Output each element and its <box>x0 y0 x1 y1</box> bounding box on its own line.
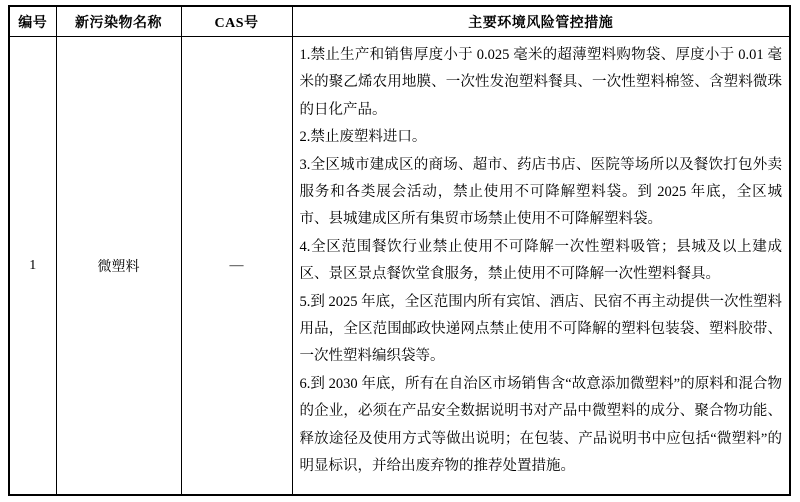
header-id: 编号 <box>9 6 56 37</box>
measure-item: 6.到 2030 年底，所有在自治区市场销售含“故意添加微塑料”的原料和混合物的企业，必须在产品安全数据说明书对产品中微塑料的成分、聚合物功能、释放途径及使用方式等做出说明；在包装、产品说明书中应包括“微塑料”的明显标识，并给出废弃物的推荐处置措施。 <box>299 375 782 475</box>
table-row <box>9 37 790 496</box>
measure-item: 2.禁止废塑料进口。 <box>299 129 427 146</box>
header-measures: 主要环境风险管控措施 <box>292 6 790 37</box>
pollutant-measures-table <box>8 5 791 496</box>
measure-item: 1.禁止生产和销售厚度小于 0.025 毫米的超薄塑料购物袋、厚度小于 0.01 毫米的聚乙烯农用地膜、一次性发泡塑料餐具、一次性塑料棉签、含塑料微珠的日化产品。 <box>299 47 782 118</box>
table-header-row <box>9 6 790 37</box>
header-pollutant-name: 新污染物名称 <box>56 6 181 37</box>
measure-item: 4.全区范围餐饮行业禁止使用不可降解一次性塑料吸管；县城及以上建成区、景区景点餐饮堂食服务，禁止使用不可降解一次性塑料餐具。 <box>299 238 782 283</box>
cell-id: 1 <box>9 37 56 496</box>
measure-item: 5.到 2025 年底，全区范围内所有宾馆、酒店、民宿不再主动提供一次性塑料用品，全区范围邮政快递网点禁止使用不可降解的塑料包装袋、塑料胶带、一次性塑料编织袋等。 <box>299 293 782 365</box>
cell-cas-number: — <box>181 37 292 496</box>
cell-pollutant-name: 微塑料 <box>56 37 181 496</box>
cell-measures <box>292 37 790 496</box>
measure-item: 3.全区城市建成区的商场、超市、药店书店、医院等场所以及餐饮打包外卖服务和各类展会活动，禁止使用不可降解塑料袋。到 2025 年底，全区城市、县城建成区所有集贸市场禁止使用不可降解塑料袋。 <box>299 156 782 228</box>
header-cas-number: CAS号 <box>181 6 292 37</box>
